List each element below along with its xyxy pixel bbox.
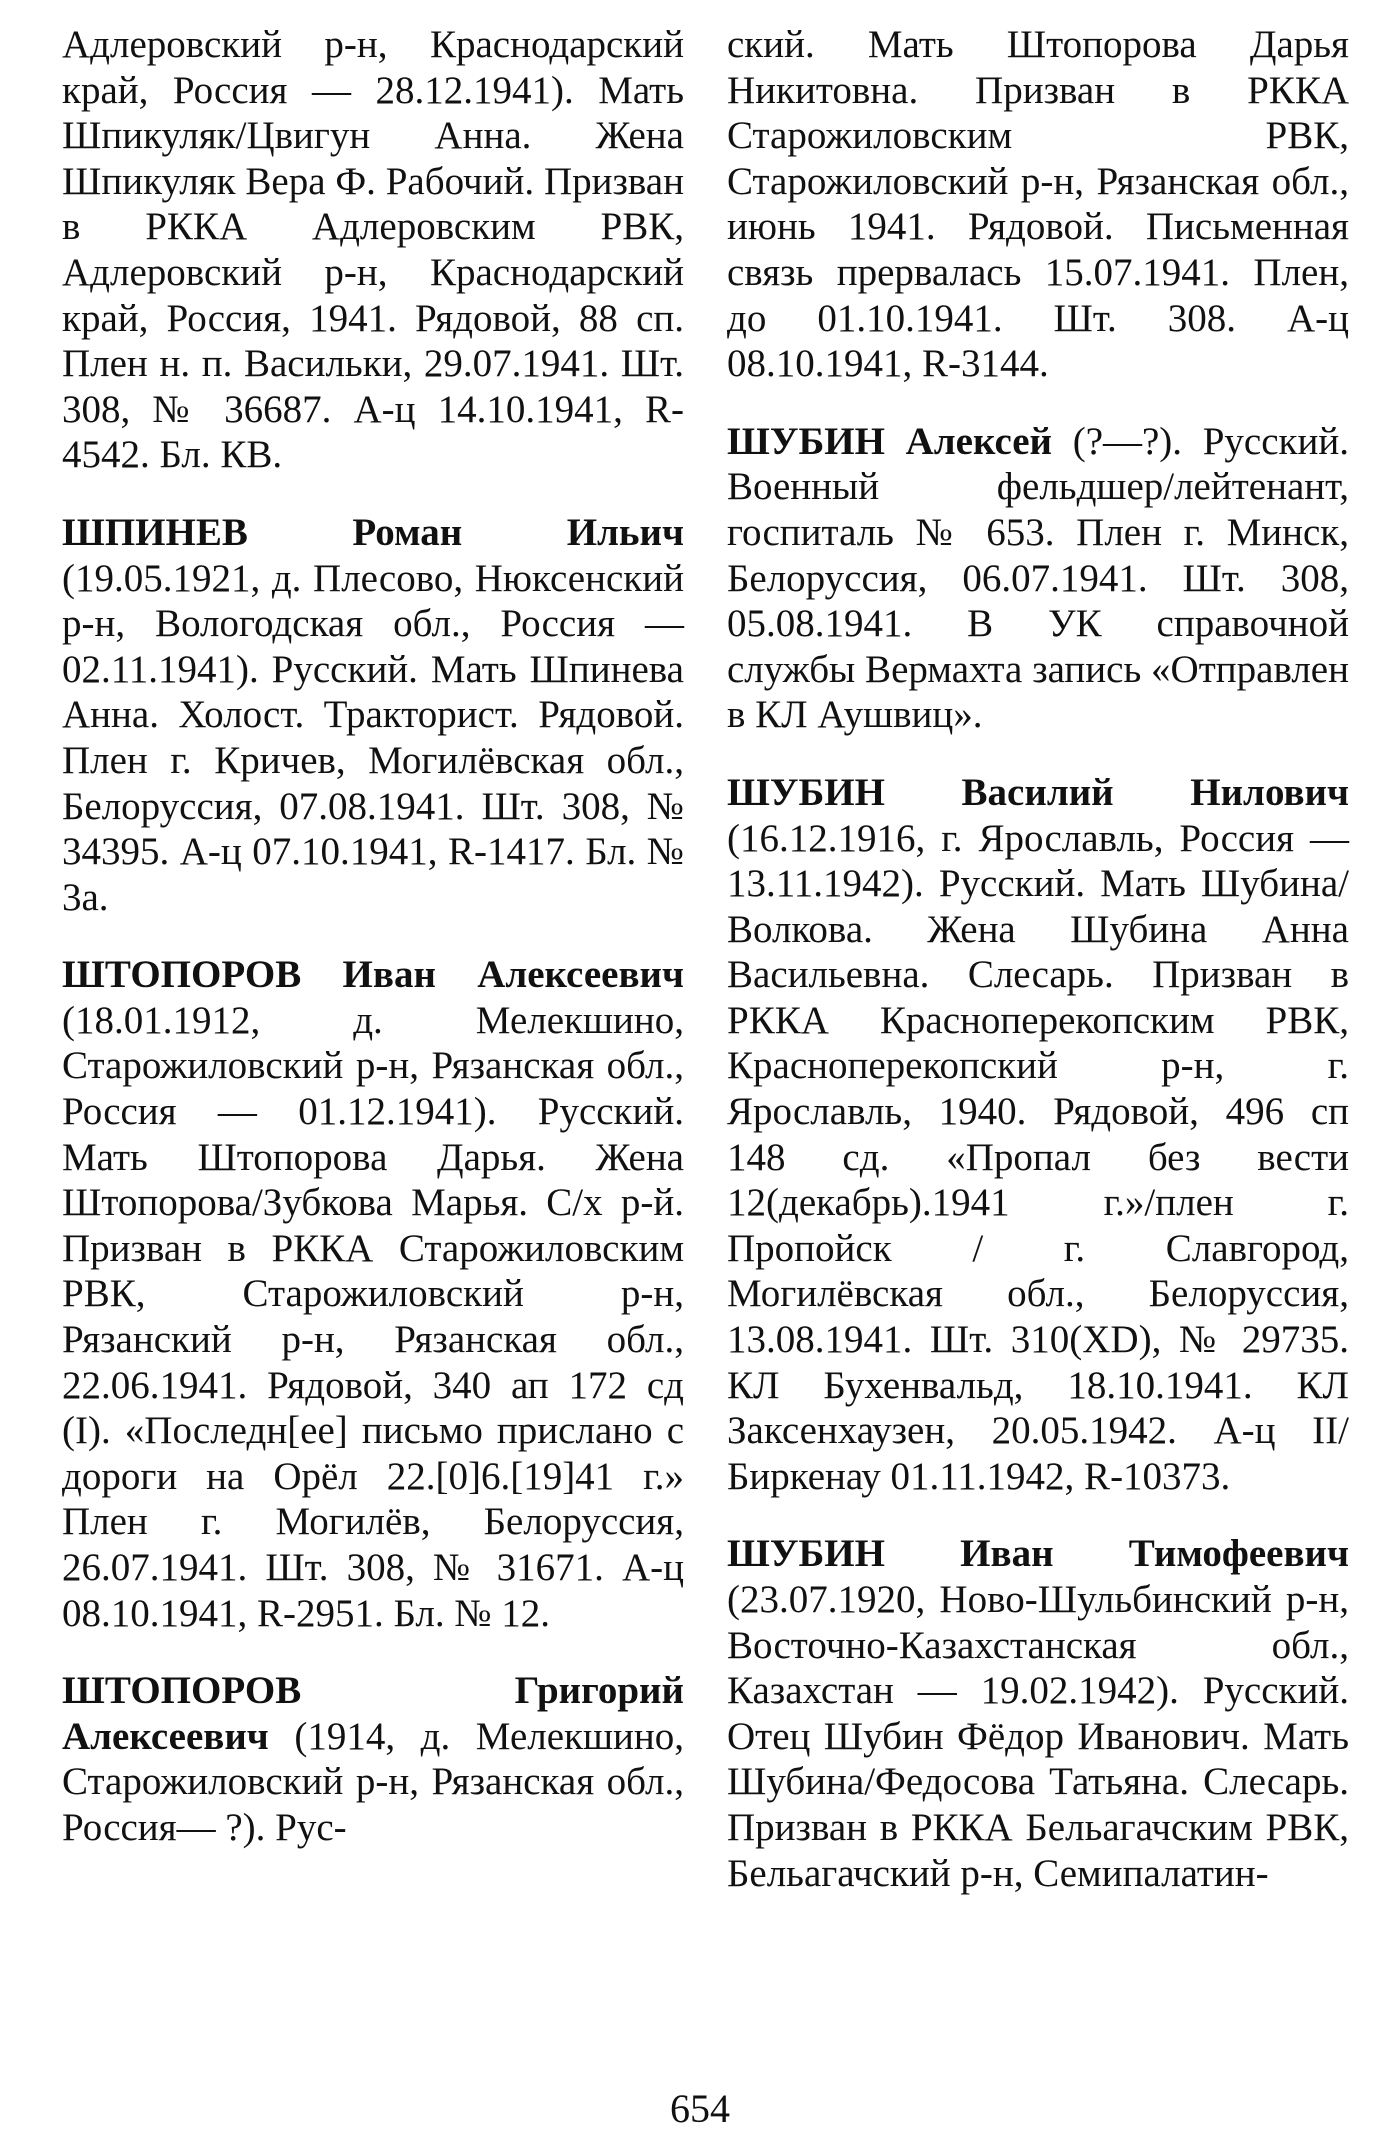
entry-name: ШУБИН Иван Тимофеевич [727, 1532, 1349, 1576]
entry-name: ШТОПОРОВ Иван Алексеевич [62, 953, 684, 997]
entry-shubin-vasiliy [727, 770, 1349, 1500]
entry-shtoporov-ivan [62, 952, 684, 1636]
entry-name: ШУБИН Василий Нилович [727, 770, 1349, 814]
entry-text: (23.07.1920, Ново-Шульбинский р-н, Восточно-Казахстанская обл., Казахстан — 19.02.1942). Русский. Отец Шубин Фёдор Иванович. Мать Шубина/Федосова Татьяна. Слесарь. Призван в РККА Бельагачским РВК, Бельагачский р-н, Семипалатин- [727, 1578, 1349, 1895]
entry-text: (1914, д. Мелекшино, Старожиловский р-н, Рязанская обл., Россия— ?). Рус- [62, 1714, 684, 1849]
entry-shubin-ivan [727, 1531, 1349, 1896]
page-number: 654 [670, 2086, 730, 2131]
entry-text: (?—?). Русский. Военный фельдшер/лейтенант, госпиталь № 653. Плен г. Минск, Белоруссия, 06.07.1941. Шт. 308, 05.08.1941. В УК справочной службы Вермахта запись «Отправлен в КЛ Аушвиц». [727, 419, 1349, 737]
entry-name: ШПИНЕВ Роман Ильич [62, 510, 684, 554]
entry-shtoporov-grigoriy [62, 1668, 684, 1850]
right-column [727, 22, 1349, 1928]
entry-shpinev-roman [62, 510, 684, 920]
continued-entry-text: Адлеровский р-н, Краснодарский край, Россия — 28.12.1941). Мать Шпикуляк/Цвигун Анна. Жена Шпикуляк Вера Ф. Рабочий. Призван в РККА Адлеровским РВК, Адлеровский р-н, Краснодарский край, Россия, 1941. Рядовой, 88 сп. Плен н. п. Васильки, 29.07.1941. Шт. 308, № 36687. А-ц 14.10.1941, R-4542. Бл. КВ. [62, 23, 684, 477]
entry-shubin-aleksey [727, 419, 1349, 738]
continued-entry-text: ский. Мать Штопорова Дарья Никитовна. Призван в РККА Старожиловским РВК, Старожиловский р-н, Рязанская обл., июнь 1941. Рядовой. Письменная связь прервалась 15.07.1941. Плен, до 01.10.1941. Шт. 308. А-ц 08.10.1941, R-3144. [727, 23, 1349, 386]
entry-text: (16.12.1916, г. Ярославль, Россия — 13.11.1942). Русский. Мать Шубина/Волкова. Жена Шубина Анна Васильевна. Слесарь. Призван в РККА Краснoперекопским РВК, Красноперекопский р-н, г. Ярославль, 1940. Рядовой, 496 сп 148 сд. «Пропал без вести 12(декабрь).1941 г.»/плен г. Пропойск / г. Славгород, Могилёвская обл., Белоруссия, 13.08.1941. Шт. 310(XD), № 29735. КЛ Бухенвальд, 18.10.1941. КЛ Заксенхаузен, 20.05.1942. А-ц II/Биркенау 01.11.1942, R-10373. [727, 816, 1349, 1498]
entry-name: ШТОПОРОВ Григорий Алексеевич [62, 1669, 684, 1758]
entry-text: (19.05.1921, д. Плесово, Нюксенский р-н, Вологодская обл., Россия — 02.11.1941). Русский. Мать Шпинева Анна. Холост. Тракторист. Рядовой. Плен г. Кричев, Могилёвская обл., Белоруссия, 07.08.1941. Шт. 308, № 34395. А-ц 07.10.1941, R-1417. Бл. № 3а. [62, 556, 684, 919]
entry-name: ШУБИН Алексей [727, 419, 1053, 463]
left-column [62, 22, 684, 1883]
entry-text: (18.01.1912, д. Мелекшино, Старожиловский р-н, Рязанская обл., Россия — 01.12.1941). Русский. Мать Штопорова Дарья. Жена Штопорова/Зубкова Марья. С/х р-й. Призван в РККА Старожиловским РВК, Старожиловский р-н, Рязанский р-н, Рязанская обл., 22.06.1941. Рядовой, 340 ап 172 сд (I). «Последн[ее] письмо прислано с дороги на Орёл 22.[0]6.[19]41 г.» Плен г. Могилёв, Белоруссия, 26.07.1941. Шт. 308, № 31671. А-ц 08.10.1941, R-2951. Бл. № 12. [62, 998, 684, 1635]
